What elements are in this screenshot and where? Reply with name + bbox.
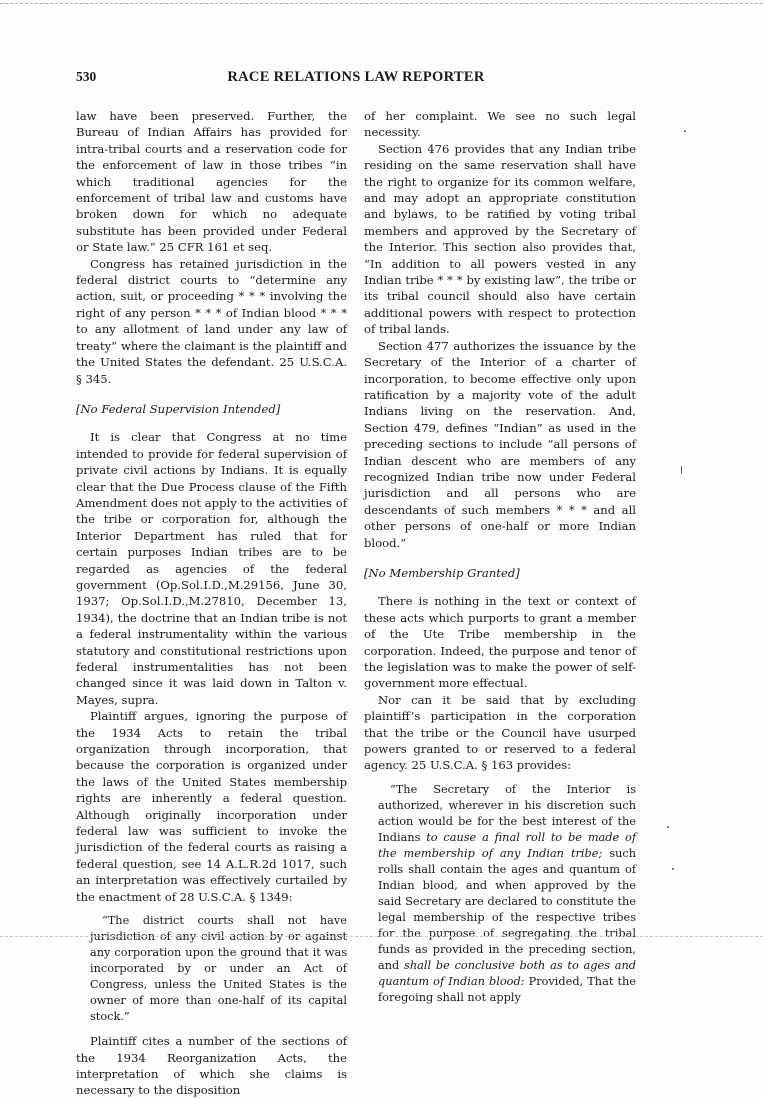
paragraph: Plaintiff cites a number of the sections of the 1934 Reorganization Acts, the interpretation of which she claims is necessary to the disposition (76, 1034, 347, 1098)
scan-speck (672, 868, 674, 870)
paragraph: Congress has retained jurisdiction in the federal district courts to “determine any action, suit, or proceeding * * * involving the right of any person * * * of Indian blood * * * to any allotment of land under any law of treaty” where the claimant is the plaintiff and the United States the defendant. 25 U.S.C.A. § 345. (76, 256, 347, 386)
section-heading: [No Federal Supervision Intended] (76, 401, 281, 416)
page-header (76, 69, 636, 91)
paragraph: Section 476 provides that any Indian tribe residing on the same reservation shall have the right to organize for its common welfare, and may adopt an appropriate constitution and bylaws, to be ratified by voting tribal members and approved by the Secretary of the Interior. This section also provides that, “In addition to all powers vested in any Indian tribe * * * by existing law”, the tribe or its tribal council should also have certain additional powers with respect to protection of tribal lands. (364, 141, 636, 337)
block-quote (90, 913, 347, 1025)
page-bottom-border (0, 936, 763, 937)
paragraph: It is clear that Congress at no time intended to provide for federal supervision of private civil actions by Indians. It is equally clear that the Due Process clause of the Fifth Amendment does not apply to the activities of the tribe or corporation for, although the Interior Department has ruled that for certain purposes Indian tribes are to be regarded as agencies of the federal government (Op.Sol.I.D.,M.29156, June 30, 1937; Op.Sol.I.D.,M.27810, December 13, 1934), the doctrine that an Indian tribe is not a federal instrumentality within the various statutory and constitutional restrictions upon federal instrumentalities has not been changed since it was laid down in Talton v. Mayes, supra. (76, 430, 347, 707)
page-number: 530 (76, 69, 97, 84)
quote-emphasis: shall be conclusive both as to ages and quantum of Indian blood: (378, 958, 636, 988)
quote-segment: Provided, That the foregoing shall not apply (378, 974, 636, 1004)
quote-text: “The district courts shall not have jurisdiction of any civil action by or against any corporation upon the ground that it was incorporated by or under an Act of Congress, unless the United States is the owner of more than one-half of its capital stock.” (90, 914, 347, 1024)
paragraph: of her complaint. We see no such legal necessity. (364, 109, 636, 140)
paragraph: Plaintiff argues, ignoring the purpose of the 1934 Acts to retain the tribal organization through incorporation, that because the corporation is organized under the laws of the United States membership rights are inherently a federal question. Although originally incorporation under federal law was sufficient to invoke the jurisdiction of the federal courts as raising a federal question, see 14 A.L.R.2d 1017, such an interpretation was effectively curtailed by the enactment of 28 U.S.C.A. § 1349: (76, 709, 347, 904)
quote-emphasis: to cause a final roll to be made of the membership of any Indian tribe; (378, 830, 636, 860)
paragraph: Section 477 authorizes the issuance by the Secretary of the Interior of a charter of incorporation, to become effective only upon ratification by a majority vote of the adult Indians living on the reservation. And, Section 479, defines “Indian” as used in the preceding sections to include “all persons of Indian descent who are members of any recognized Indian tribe now under Federal jurisdiction and all persons who are descendants of such members * * * and all other persons of one-half or more Indian blood.” (364, 338, 636, 550)
page-top-border (0, 3, 763, 4)
scan-speck (681, 466, 682, 474)
quote-text (378, 782, 636, 1006)
running-head: RACE RELATIONS LAW REPORTER (227, 69, 485, 85)
scan-speck (667, 826, 669, 828)
scan-speck (684, 130, 686, 132)
quote-segment: such rolls shall contain the ages and quantum of Indian blood, and when approved by the said Secretary are declared to constitute the legal membership of the respective tribes for the purpose of segregating the tribal funds as provided in the preceding section, and (378, 846, 637, 972)
block-quote (378, 782, 636, 1006)
paragraph: There is nothing in the text or context of these acts which purports to grant a member of the Ute Tribe membership in the corporation. Indeed, the purpose and tenor of the legislation was to make the power of self-government more effectual. (364, 594, 636, 691)
left-column (76, 108, 347, 1099)
paragraph: law have been preserved. Further, the Bureau of Indian Affairs has provided for intra-tribal courts and a reservation code for the enforcement of law in those tribes “in which traditional agencies for the enforcement of tribal law and customs have broken down for which no adequate substitute has been provided under Federal or State law.” 25 CFR 161 et seq. (76, 109, 347, 255)
right-column (364, 108, 636, 1014)
quote-segment: “The Secretary of the Interior is authorized, wherever in his discretion such action would be for the best interest of the Indians (378, 782, 636, 844)
section-heading: [No Membership Granted] (364, 565, 520, 580)
paragraph: Nor can it be said that by excluding plaintiff’s participation in the corporation that the tribe or the Council have usurped powers granted to or reserved to a federal agency. 25 U.S.C.A. § 163 provides: (364, 692, 636, 773)
